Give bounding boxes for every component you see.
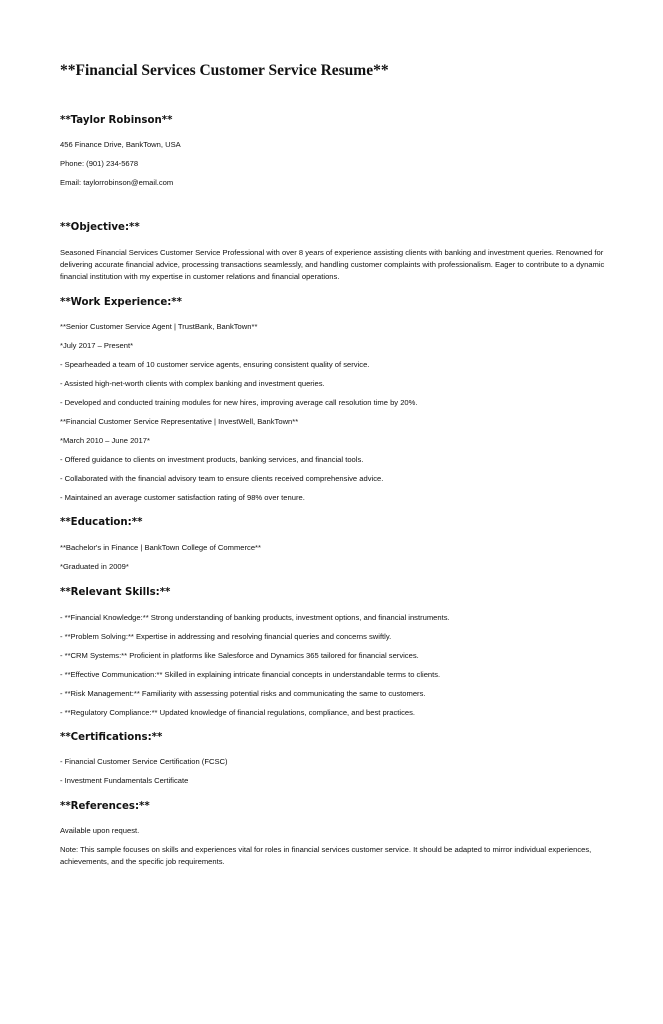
job-bullet: - Offered guidance to clients on investment products, banking services, and financial tools. <box>60 455 364 464</box>
job-bullet: - Spearheaded a team of 10 customer service agents, ensuring consistent quality of service. <box>60 360 370 369</box>
certifications-heading: **Certifications:** <box>60 732 163 743</box>
work-experience-heading: **Work Experience:** <box>60 297 182 308</box>
objective-heading: **Objective:** <box>60 222 140 233</box>
references-heading: **References:** <box>60 801 150 812</box>
skill-item: - **CRM Systems:** Proficient in platforms like Salesforce and Dynamics 365 tailored for financial services. <box>60 651 419 660</box>
skill-item: - **Effective Communication:** Skilled in explaining intricate financial concepts in understandable terms to clients. <box>60 670 441 679</box>
candidate-name: **Taylor Robinson** <box>60 115 173 126</box>
job-title: **Senior Customer Service Agent | TrustBank, BankTown** <box>60 322 258 331</box>
skills-heading: **Relevant Skills:** <box>60 587 171 598</box>
contact-phone: Phone: (901) 234-5678 <box>60 159 139 168</box>
skill-item: - **Financial Knowledge:** Strong understanding of banking products, investment options, and financial instruments. <box>60 613 450 622</box>
objective-text: Seasoned Financial Services Customer Service Professional with over 8 years of experience assisting clients with banking and investment queries. Renowned for delivering accurate financial advice, processing transactions seamlessly, and handling customer complaints with professionalism. Eager to contribute to a dynamic financial institution with my expertise in customer relations and financial operations. <box>60 248 605 281</box>
education-heading: **Education:** <box>60 517 143 528</box>
job-bullet: - Maintained an average customer satisfaction rating of 98% over tenure. <box>60 493 305 502</box>
job-bullet: - Assisted high-net-worth clients with complex banking and investment queries. <box>60 379 325 388</box>
document-title: **Financial Services Customer Service Resume** <box>60 62 389 79</box>
note-text: Note: This sample focuses on skills and experiences vital for roles in financial services customer service. It should be adapted to mirror individual experiences, achievements, and the specific job requirements. <box>60 845 592 866</box>
education-degree: **Bachelor's in Finance | BankTown College of Commerce** <box>60 543 261 552</box>
certification-item: - Financial Customer Service Certification (FCSC) <box>60 757 228 766</box>
job-dates: *July 2017 – Present* <box>60 341 134 350</box>
skill-item: - **Regulatory Compliance:** Updated knowledge of financial regulations, compliance, and best practices. <box>60 708 415 717</box>
contact-email: Email: taylorrobinson@email.com <box>60 178 174 187</box>
education-graduated: *Graduated in 2009* <box>60 562 129 571</box>
references-text: Available upon request. <box>60 826 140 835</box>
job-bullet: - Developed and conducted training modules for new hires, improving average call resolution time by 20%. <box>60 398 418 407</box>
job-title: **Financial Customer Service Representative | InvestWell, BankTown** <box>60 417 299 426</box>
job-dates: *March 2010 – June 2017* <box>60 436 150 445</box>
skill-item: - **Problem Solving:** Expertise in addressing and resolving financial queries and concerns swiftly. <box>60 632 392 641</box>
certification-item: - Investment Fundamentals Certificate <box>60 776 189 785</box>
skill-item: - **Risk Management:** Familiarity with assessing potential risks and communicating the same to customers. <box>60 689 426 698</box>
contact-address: 456 Finance Drive, BankTown, USA <box>60 140 181 149</box>
job-bullet: - Collaborated with the financial advisory team to ensure clients received comprehensive advice. <box>60 474 384 483</box>
